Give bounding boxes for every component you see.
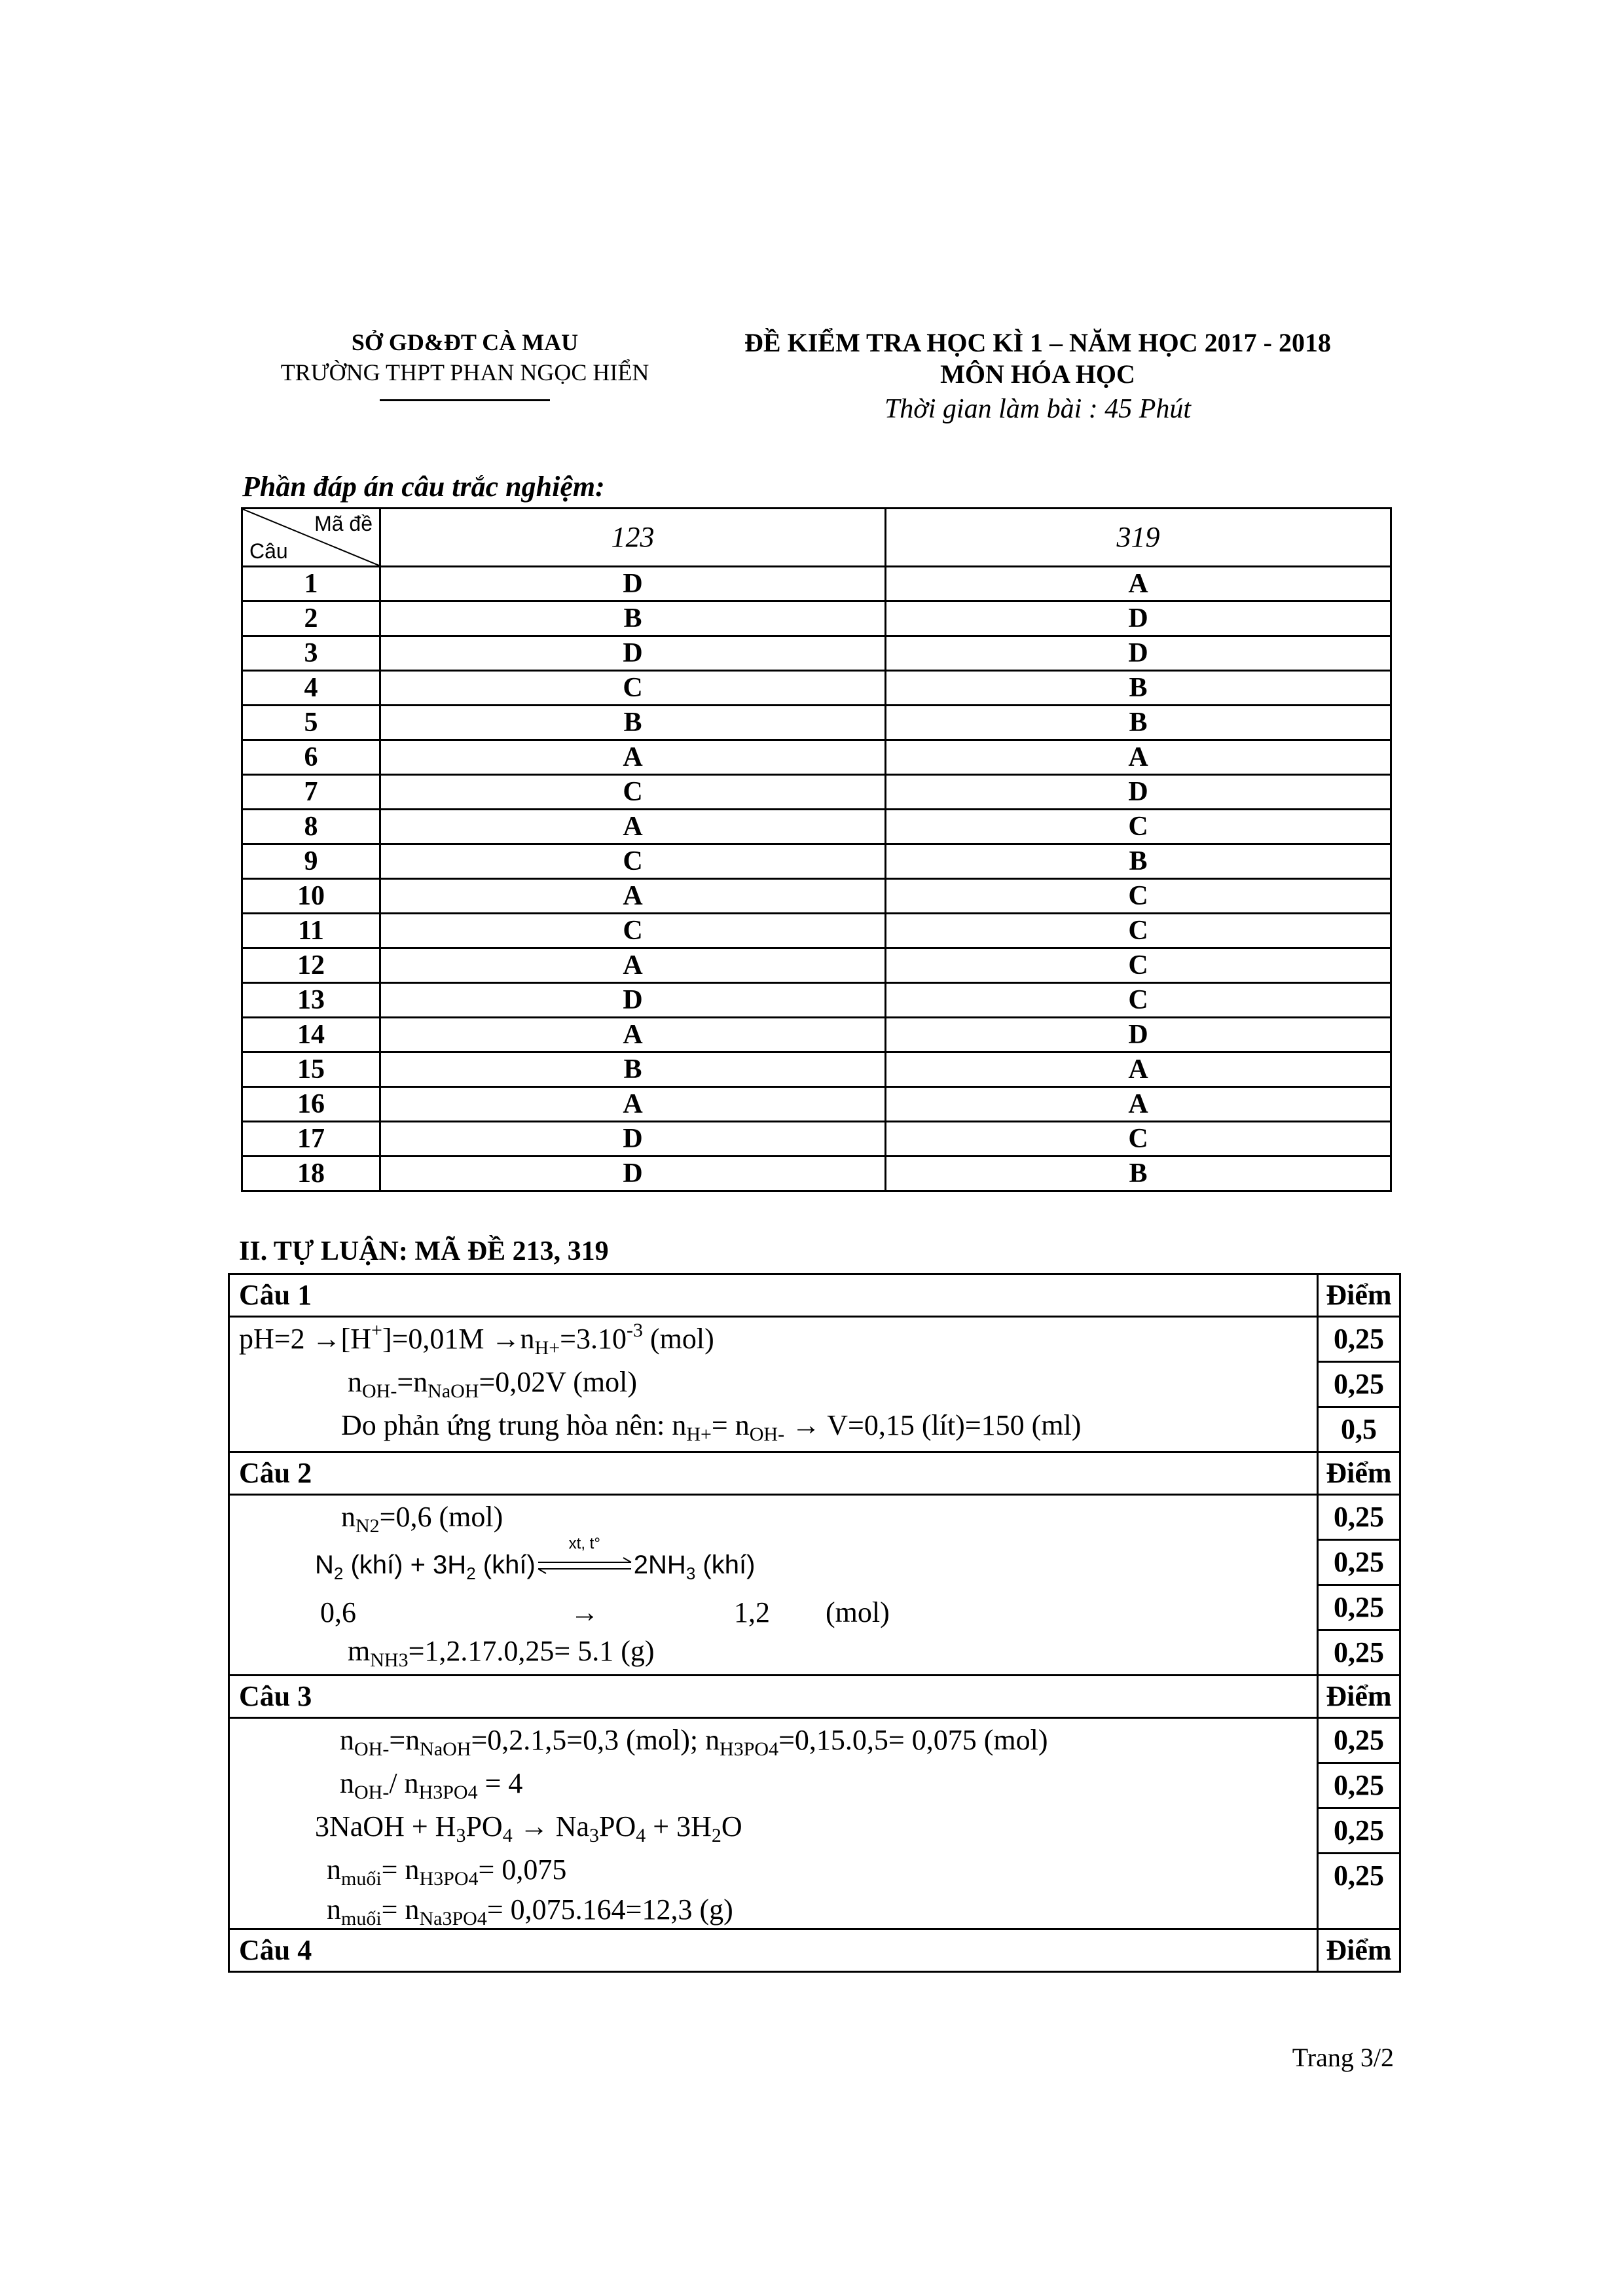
solution-line: $n_{muối}= n_{H3PO4}= 0,075$: [327, 1854, 567, 1890]
points-value: 0,25: [1319, 1363, 1399, 1408]
table-row: [242, 948, 1391, 983]
points-header: Điểm: [1318, 1676, 1400, 1718]
question-number: 11: [242, 914, 380, 948]
answer-code-2: A: [886, 567, 1391, 601]
question-number: 15: [242, 1052, 380, 1087]
question-header-row: [229, 1274, 1400, 1317]
table-row: [242, 567, 1391, 601]
table-row: [242, 1122, 1391, 1157]
question-number: 7: [242, 775, 380, 810]
answer-code-2: C: [886, 1122, 1391, 1157]
school-name: TRƯỜNG THPT PHAN NGỌC HIỂN: [280, 359, 649, 386]
table-row: [242, 636, 1391, 671]
answer-code-1: C: [380, 844, 886, 879]
answer-code-1: A: [380, 810, 886, 844]
question-title: Câu 2: [229, 1452, 1318, 1495]
mole-ratio-line: 0,6 → 1,2 (mol): [230, 1591, 1317, 1634]
table-row: [242, 740, 1391, 775]
points-value: 0,25: [1319, 1586, 1399, 1631]
question-number: 2: [242, 601, 380, 636]
answer-code-2: B: [886, 1157, 1391, 1191]
mc-answer-table: [241, 507, 1392, 1192]
answer-code-2: D: [886, 775, 1391, 810]
mc-header-row: [242, 509, 1391, 567]
question-title: Câu 3: [229, 1676, 1318, 1718]
answer-code-1: C: [380, 671, 886, 706]
answer-code-2: C: [886, 810, 1391, 844]
exam-subject: MÔN HÓA HỌC: [940, 359, 1135, 389]
organization-block: [236, 327, 694, 401]
code-header-1: 123: [380, 509, 886, 567]
answer-code-2: D: [886, 601, 1391, 636]
solution-line: Do phản ứng trung hòa nên: $n_{H+}= n_{OH-} \to V=0,15$ (lít)=150 (ml): [341, 1409, 1082, 1445]
answer-code-2: B: [886, 671, 1391, 706]
solution-content: [229, 1718, 1318, 1929]
points-header: Điểm: [1318, 1452, 1400, 1495]
table-row: [242, 1087, 1391, 1122]
question-number: 13: [242, 983, 380, 1018]
reaction-equation: $N_2$ (khí) + $3H_2$ (khí) xt, t° $2NH_3$ (khí): [315, 1535, 756, 1583]
solution-line: $pH=2 \to[H^+]=0,01M \to n_{H+}=3.10^{-3}$ (mol): [239, 1319, 714, 1359]
answer-code-1: A: [380, 1087, 886, 1122]
points-value: 0,25: [1319, 1764, 1399, 1809]
points-column: [1318, 1495, 1400, 1676]
question-number: 12: [242, 948, 380, 983]
solution-content: [229, 1317, 1318, 1452]
answer-code-2: D: [886, 1018, 1391, 1052]
answer-code-2: B: [886, 706, 1391, 740]
question-number: 6: [242, 740, 380, 775]
reaction-equation: 3NaOH + $H_3PO_4 \to Na_3PO_4 + 3H_2O$: [315, 1810, 742, 1846]
answer-code-2: C: [886, 948, 1391, 983]
answer-code-1: C: [380, 914, 886, 948]
answer-code-1: D: [380, 636, 886, 671]
answer-code-2: A: [886, 1052, 1391, 1087]
question-number: 5: [242, 706, 380, 740]
question-header-row: [229, 1929, 1400, 1972]
points-header: Điểm: [1318, 1274, 1400, 1317]
answer-code-2: C: [886, 983, 1391, 1018]
points-column: [1318, 1317, 1400, 1452]
code-header-2: 319: [886, 509, 1391, 567]
table-row: [242, 810, 1391, 844]
question-number: 9: [242, 844, 380, 879]
answer-code-1: A: [380, 879, 886, 914]
essay-answer-table: [228, 1273, 1401, 1973]
question-header-row: [229, 1676, 1400, 1718]
question-number: 10: [242, 879, 380, 914]
question-number: 18: [242, 1157, 380, 1191]
points-column: [1318, 1718, 1400, 1929]
question-title: Câu 1: [229, 1274, 1318, 1317]
page-number: Trang 3/2: [1292, 2043, 1394, 2072]
table-row: [242, 775, 1391, 810]
points-header: Điểm: [1318, 1929, 1400, 1972]
table-row: [242, 844, 1391, 879]
solution-line: $n_{OH-}=n_{NaOH}=0,2.1,5=0,3$ (mol); $n_{H3PO4}=0,15.0,5= 0,075$ (mol): [340, 1724, 1048, 1760]
answer-code-2: C: [886, 914, 1391, 948]
answer-code-1: A: [380, 740, 886, 775]
answer-code-1: B: [380, 1052, 886, 1087]
question-body-row: [229, 1495, 1400, 1676]
points-value: 0,25: [1319, 1809, 1399, 1854]
solution-line: $n_{muối}= n_{Na3PO4}= 0,075.164=12,3$ (g): [327, 1893, 733, 1929]
answer-code-1: C: [380, 775, 886, 810]
answer-code-1: D: [380, 983, 886, 1018]
answer-code-2: A: [886, 740, 1391, 775]
points-value: 0,25: [1319, 1719, 1399, 1764]
solution-line: $n_{N2}=0,6$ (mol): [341, 1501, 503, 1537]
department-name: SỞ GD&ĐT CÀ MAU: [351, 329, 579, 355]
table-row: [242, 879, 1391, 914]
question-number: 16: [242, 1087, 380, 1122]
question-body-row: [229, 1317, 1400, 1452]
question-number: 17: [242, 1122, 380, 1157]
answer-code-1: B: [380, 601, 886, 636]
points-value: 0,5: [1341, 1413, 1377, 1445]
table-row: [242, 983, 1391, 1018]
essay-section-heading: II. TỰ LUẬN: MÃ ĐỀ 213, 319: [239, 1236, 609, 1266]
points-value: 0,25: [1319, 1541, 1399, 1586]
table-row: [242, 1052, 1391, 1087]
question-number: 3: [242, 636, 380, 671]
table-row: [242, 1018, 1391, 1052]
mc-section-heading: Phần đáp án câu trắc nghiệm:: [242, 471, 605, 503]
question-title: Câu 4: [229, 1929, 1318, 1972]
header-divider: [380, 399, 550, 401]
exam-title: ĐỀ KIỂM TRA HỌC KÌ 1 – NĂM HỌC 2017 - 2018: [744, 328, 1331, 357]
answer-code-2: B: [886, 844, 1391, 879]
points-value: 0,25: [1334, 1859, 1384, 1892]
question-number: 1: [242, 567, 380, 601]
answer-code-2: D: [886, 636, 1391, 671]
question-number: 8: [242, 810, 380, 844]
arrow-icon: →: [570, 1596, 599, 1628]
table-row: [242, 706, 1391, 740]
solution-line: $m_{NH3}=1,2.17.0,25= 5.1$ (g): [348, 1635, 655, 1671]
table-row: [242, 914, 1391, 948]
mc-corner-cell: [242, 509, 380, 567]
question-body-row: [229, 1718, 1400, 1929]
corner-question-label: Câu: [249, 539, 288, 563]
answer-code-1: B: [380, 706, 886, 740]
equilibrium-arrow-icon: [536, 1535, 634, 1579]
answer-code-1: A: [380, 1018, 886, 1052]
corner-code-label: Mã đề: [314, 512, 373, 535]
points-value: 0,25: [1334, 1636, 1384, 1668]
solution-content: [229, 1495, 1318, 1676]
answer-code-2: C: [886, 879, 1391, 914]
question-number: 14: [242, 1018, 380, 1052]
exam-info-block: [687, 327, 1388, 428]
solution-line: $n_{OH-}/$ $n_{H3PO4} = 4$: [340, 1767, 523, 1803]
exam-duration: Thời gian làm bài : 45 Phút: [884, 394, 1192, 424]
points-value: 0,25: [1319, 1496, 1399, 1541]
solution-line: $n_{OH-}=n_{NaOH}=0,02V$ (mol): [348, 1366, 638, 1402]
points-value: 0,25: [1319, 1318, 1399, 1363]
table-row: [242, 1157, 1391, 1191]
question-number: 4: [242, 671, 380, 706]
reaction-condition: xt, t°: [568, 1535, 600, 1553]
question-header-row: [229, 1452, 1400, 1495]
answer-code-1: A: [380, 948, 886, 983]
answer-code-1: D: [380, 567, 886, 601]
answer-code-1: D: [380, 1157, 886, 1191]
answer-code-2: A: [886, 1087, 1391, 1122]
table-row: [242, 671, 1391, 706]
table-row: [242, 601, 1391, 636]
answer-code-1: D: [380, 1122, 886, 1157]
